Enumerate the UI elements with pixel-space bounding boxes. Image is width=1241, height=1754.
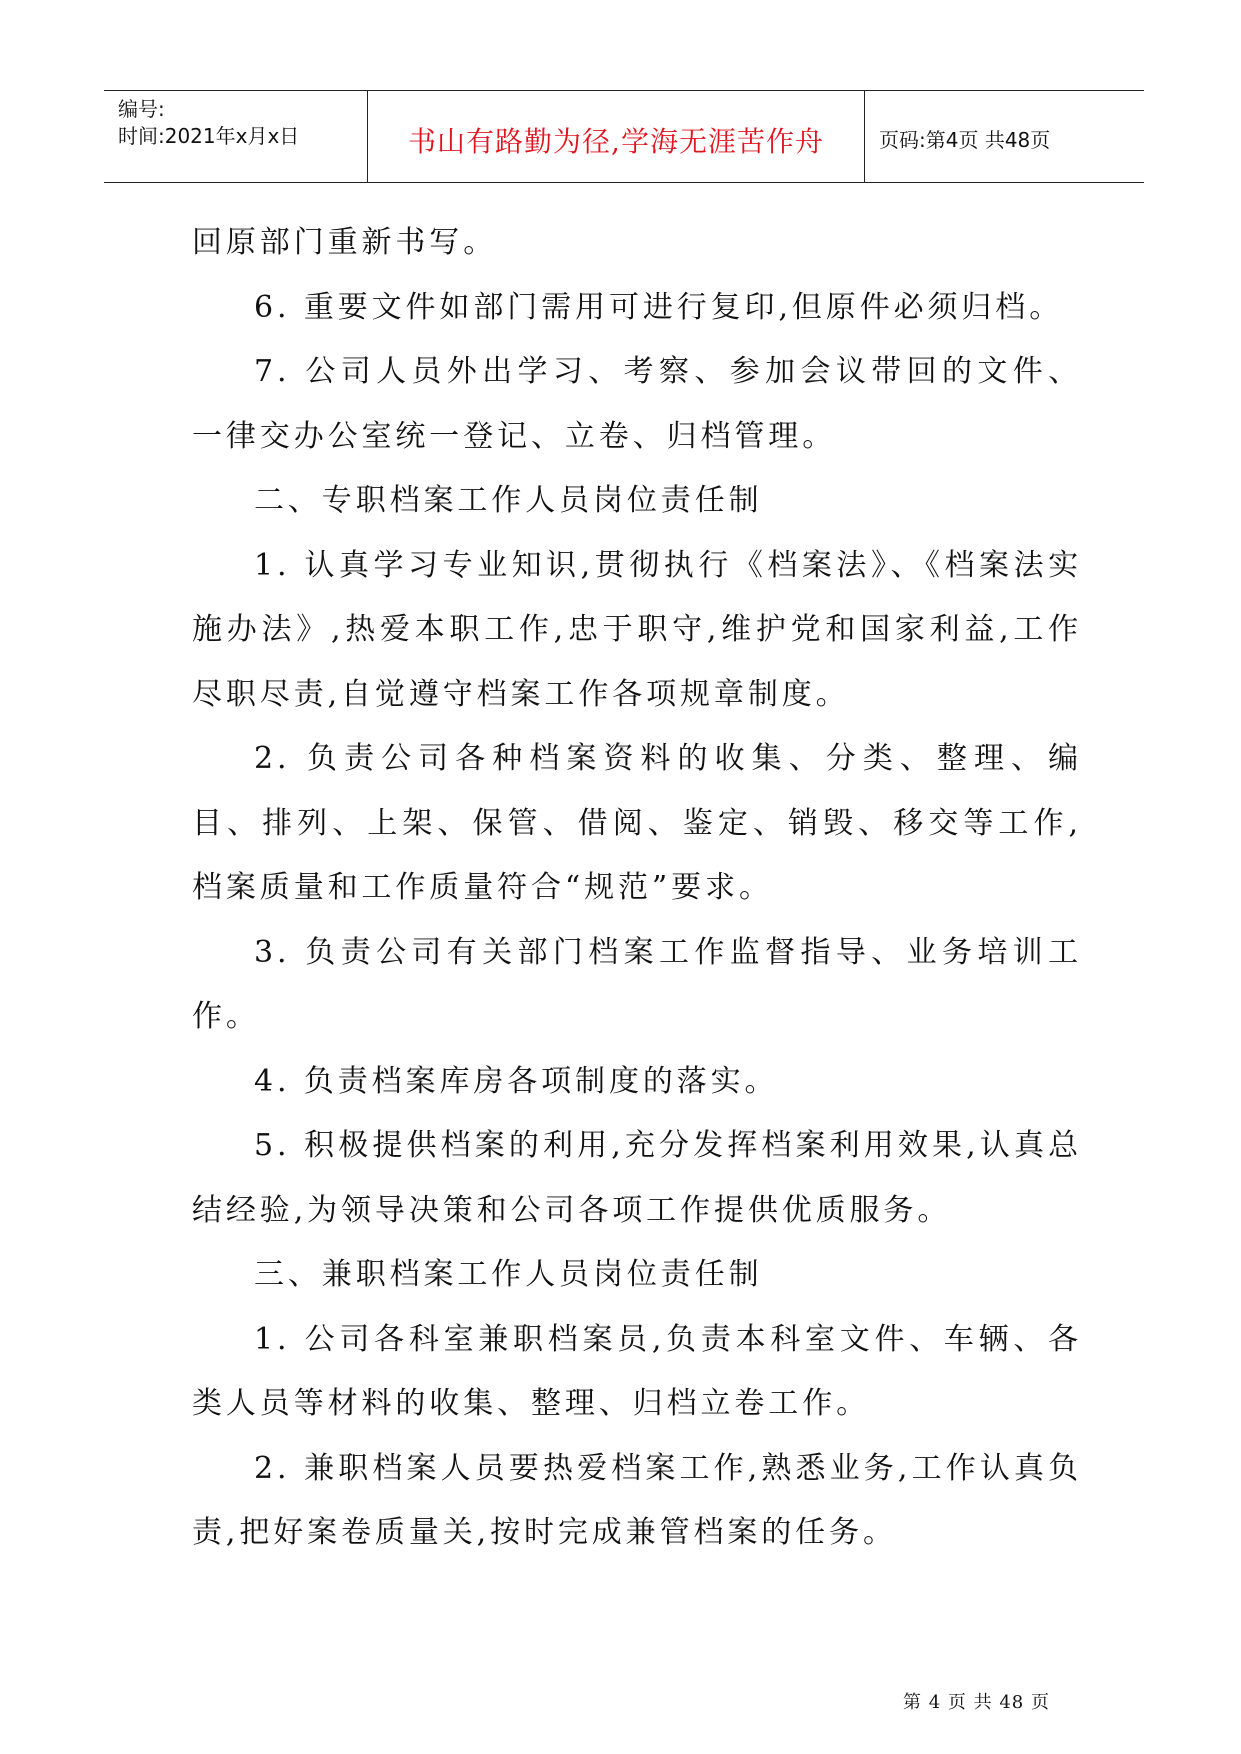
document-time-label: 时间:2021年x月x日 bbox=[118, 124, 300, 148]
paragraph: 1. 公司各科室兼职档案员,负责本科室文件、车辆、各类人员等材料的收集、整理、归档立卷工作。 bbox=[192, 1321, 1082, 1421]
paragraph: 4. 负责档案库房各项制度的落实。 bbox=[254, 1063, 779, 1099]
document-body bbox=[192, 211, 1082, 1566]
page-header bbox=[104, 90, 1144, 183]
paragraph: 回原部门重新书写。 bbox=[192, 225, 498, 260]
paragraph: 7. 公司人员外出学习、考察、参加会议带回的文件、一律交办公室统一登记、立卷、归档管理。 bbox=[192, 354, 1082, 454]
paragraph: 1. 认真学习专业知识,贯彻执行《档案法》、《档案法实施办法》,热爱本职工作,忠于职守,维护党和国家利益,工作尽职尽责,自觉遵守档案工作各项规章制度。 bbox=[192, 547, 1082, 712]
header-left-cell bbox=[104, 91, 368, 182]
paragraph: 2. 兼职档案人员要热爱档案工作,熟悉业务,工作认真负责,把好案卷质量关,按时完成兼管档案的任务。 bbox=[192, 1450, 1082, 1550]
section-heading: 三、兼职档案工作人员岗位责任制 bbox=[254, 1257, 763, 1292]
header-page-code: 页码:第4页 共48页 bbox=[879, 128, 1051, 152]
header-motto: 书山有路勤为径,学海无涯苦作舟 bbox=[408, 125, 824, 158]
paragraph: 5. 积极提供档案的利用,充分发挥档案利用效果,认真总结经验,为领导决策和公司各项工作提供优质服务。 bbox=[192, 1128, 1082, 1228]
paragraph: 3. 负责公司有关部门档案工作监督指导、业务培训工作。 bbox=[192, 934, 1082, 1034]
header-right-cell bbox=[865, 91, 1144, 182]
section-heading: 二、专职档案工作人员岗位责任制 bbox=[254, 483, 763, 518]
page-footer-number: 第 4 页 共 48 页 bbox=[903, 1692, 1050, 1713]
paragraph: 6. 重要文件如部门需用可进行复印,但原件必须归档。 bbox=[254, 289, 1064, 325]
header-middle-cell bbox=[368, 91, 865, 182]
paragraph: 2. 负责公司各种档案资料的收集、分类、整理、编目、排列、上架、保管、借阅、鉴定、销毁、移交等工作,档案质量和工作质量符合“规范”要求。 bbox=[192, 741, 1082, 905]
document-number-label: 编号: bbox=[118, 97, 165, 121]
